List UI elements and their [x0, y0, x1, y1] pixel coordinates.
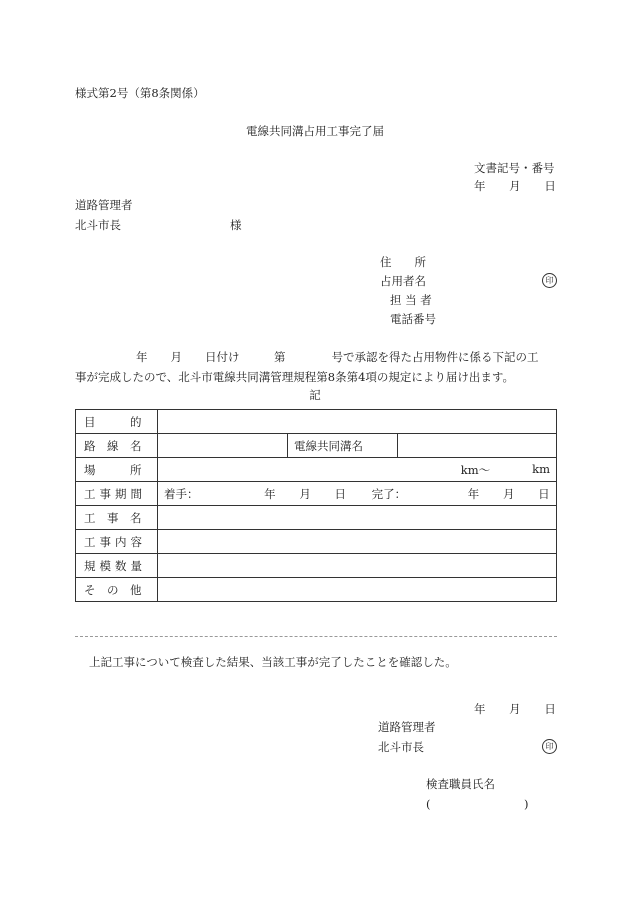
document-title: 電線共同溝占用工事完了届	[246, 124, 384, 138]
end-month: 月	[502, 486, 515, 501]
confirm-seal-icon: 印	[542, 739, 557, 754]
route-name-label: 路 線 名	[76, 434, 158, 458]
period-label: 工事期間	[76, 482, 158, 506]
body-text-line1: 年 月 日付け 第 号で承認を得た占用物件に係る下記の工	[136, 350, 539, 364]
km-from-label: km〜	[460, 462, 491, 477]
end-day: 日	[538, 486, 550, 501]
table-row-period	[76, 482, 557, 506]
work-content-value[interactable]	[158, 530, 557, 554]
table-row-purpose	[76, 410, 557, 434]
table-row-route	[76, 434, 557, 458]
month-label: 月	[509, 179, 521, 193]
occupant-seal-icon: 印	[542, 273, 557, 288]
location-value[interactable]	[158, 458, 557, 482]
table-row-work-name	[76, 506, 557, 530]
doc-number-label: 文書記号・番号	[474, 161, 555, 175]
phone-number-label: 電話番号	[390, 312, 436, 326]
other-label: そ の 他	[76, 578, 158, 602]
note-heading: 記	[309, 388, 321, 402]
work-name-value[interactable]	[158, 506, 557, 530]
start-day: 日	[334, 486, 346, 501]
conduit-name-label: 電線共同溝名	[288, 434, 398, 458]
confirm-org: 道路管理者	[378, 720, 436, 734]
occupant-name-label: 占用者名	[380, 274, 426, 288]
confirmation-date	[474, 702, 556, 716]
start-month: 月	[299, 486, 311, 501]
inspector-paren-close: )	[524, 797, 529, 811]
table-row-location	[76, 458, 557, 482]
end-year: 年	[467, 486, 480, 501]
dashed-separator	[75, 636, 557, 637]
location-label: 場 所	[76, 458, 158, 482]
confirmation-text: 上記工事について検査した結果、当該工事が完了したことを確認した。	[89, 655, 457, 669]
details-table	[75, 409, 557, 602]
confirm-year-label: 年	[474, 702, 486, 716]
table-row-scale	[76, 554, 557, 578]
body-text-line2: 事が完成したので、北斗市電線共同溝管理規程第8条第4項の規定により届け出ます。	[75, 370, 514, 384]
day-label: 日	[544, 179, 556, 193]
purpose-label: 目 的	[76, 410, 158, 434]
km-to-label: km	[532, 461, 550, 476]
form-number: 様式第2号（第8条関係）	[75, 86, 205, 100]
addressee-name: 北斗市長	[75, 218, 121, 232]
confirm-name: 北斗市長	[378, 740, 424, 754]
header-date	[474, 179, 556, 193]
conduit-name-value[interactable]	[398, 434, 557, 458]
start-label: 着手：	[164, 486, 199, 501]
confirm-day-label: 日	[544, 702, 556, 716]
purpose-value[interactable]	[158, 410, 557, 434]
route-name-value[interactable]	[158, 434, 288, 458]
end-label: 完了：	[371, 486, 407, 501]
contact-person-label: 担 当 者	[390, 293, 432, 307]
table-row-work-content	[76, 530, 557, 554]
work-content-label: 工事内容	[76, 530, 158, 554]
scale-quantity-value[interactable]	[158, 554, 557, 578]
start-year: 年	[264, 486, 276, 501]
inspector-paren-open: (	[426, 797, 431, 811]
address-label: 住 所	[380, 255, 426, 269]
other-value[interactable]	[158, 578, 557, 602]
work-name-label: 工 事 名	[76, 506, 158, 530]
confirm-month-label: 月	[509, 702, 521, 716]
period-value[interactable]	[158, 482, 557, 506]
addressee-honorific: 様	[230, 218, 242, 232]
addressee-org: 道路管理者	[75, 198, 133, 212]
scale-quantity-label: 規模数量	[76, 554, 158, 578]
inspector-label: 検査職員氏名	[426, 777, 495, 791]
year-label: 年	[474, 179, 486, 193]
table-row-other	[76, 578, 557, 602]
